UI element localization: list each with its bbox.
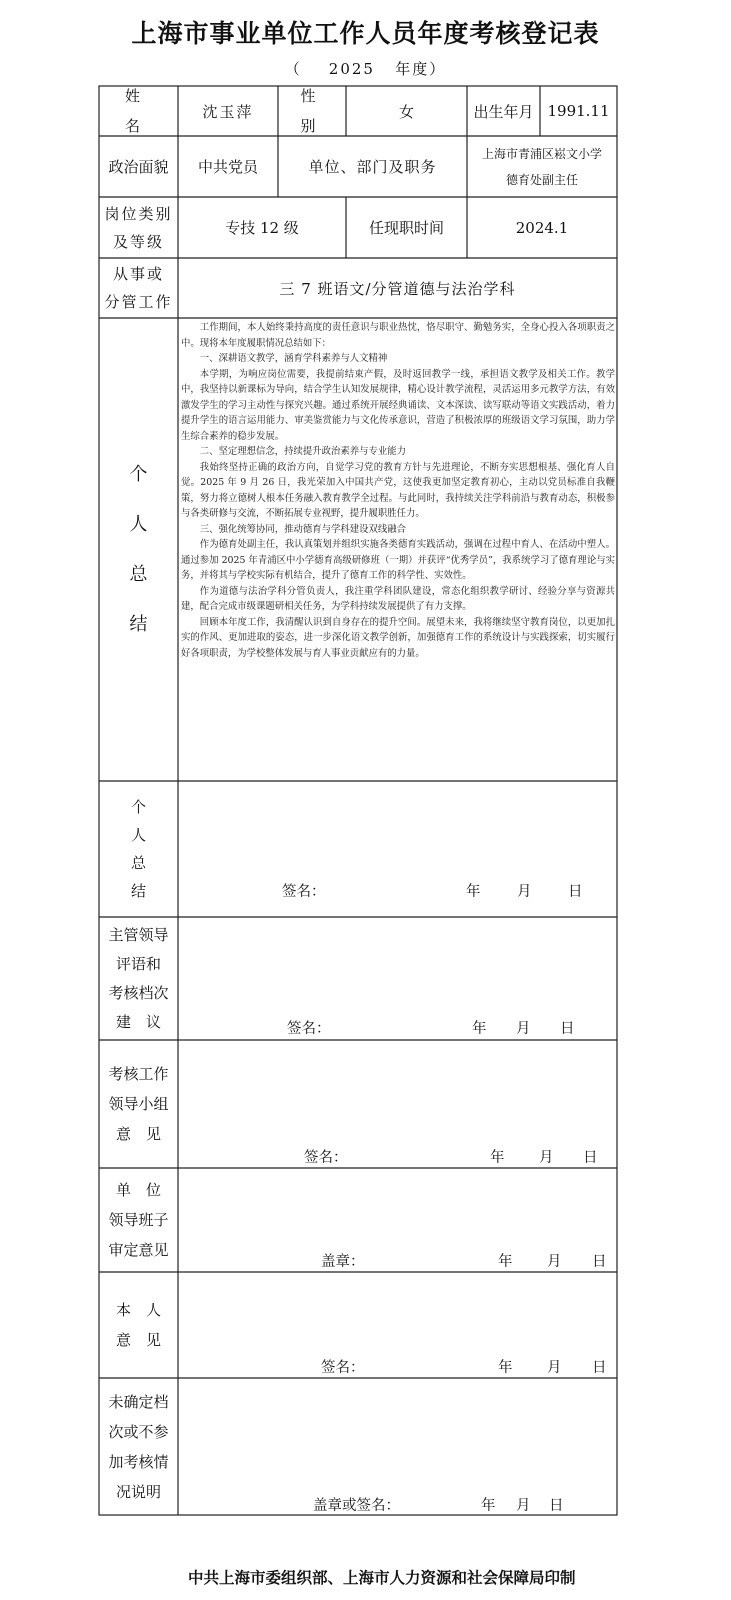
value-political: 中共党员 (197, 158, 258, 176)
label-line: 意 见 (115, 1331, 161, 1349)
label-line: 分管工作 (104, 293, 173, 311)
label-line: 意 见 (115, 1125, 161, 1143)
month-label: 月 (547, 1360, 562, 1376)
signature-label: 签名： (304, 1150, 348, 1166)
signature-label: 签名： (321, 1360, 365, 1376)
day-label: 日 (560, 1021, 575, 1037)
label-current-post-time: 任现职时间 (368, 219, 444, 237)
day-label: 日 (568, 884, 583, 900)
label-post-category (99, 197, 178, 258)
value-unit: 上海市青浦区崧文小学 (481, 146, 602, 161)
label-team-opinion (99, 1040, 178, 1168)
label-unit-dept-post: 单位、部门及职务 (308, 158, 437, 176)
month-label: 月 (547, 1254, 562, 1270)
summary-paragraph: 作为道德与法治学科分管负责人，我注重学科团队建设，常态化组织教学研讨、经验分享与资源共建，配合完成市级课题研相关任务，为学科持续发展提供了有力支撑。 (181, 585, 615, 612)
value-birth: 1991.11 (547, 102, 610, 120)
label-line: 及等级 (112, 232, 164, 251)
label-unit-review (99, 1168, 178, 1272)
label-line: 审定意见 (108, 1241, 169, 1259)
year-label: 年 (498, 1360, 513, 1376)
label-line: 建 议 (115, 1012, 161, 1031)
summary-text (181, 320, 615, 661)
seal-label: 盖章： (321, 1254, 365, 1270)
day-label: 日 (583, 1150, 598, 1166)
label-line: 未确定档 (108, 1392, 169, 1411)
value-unit-dept-post (467, 136, 617, 197)
label-line: 单 位 (115, 1181, 161, 1199)
label-line: 考核工作 (108, 1065, 169, 1083)
label-undetermined (99, 1378, 178, 1515)
month-label: 月 (516, 1498, 531, 1514)
label-line: 主管领导 (108, 925, 169, 944)
value-gender: 女 (398, 102, 414, 121)
label-birth: 出生年月 (473, 102, 534, 121)
month-label: 月 (539, 1150, 554, 1166)
year-label: 年 (481, 1498, 496, 1514)
summary-paragraph: 我始终坚持正确的政治方向，自觉学习党的教育方针与先进理论，不断夯实思想根基、强化育人自觉。2025 年 9 月 26 日，我光荣加入中国共产党，这使我更加坚定教育初心，主动以党员标准自我鞭策，努力将立德树人根本任务融入教育教学全过程。与此同时，我持续关注学科前沿与教育动态，积极参与各类研修与交流，不断拓展专业视野，提升履职胜任力。 (181, 461, 615, 519)
label-line: 考核档次 (108, 983, 169, 1002)
label-self-opinion (99, 1272, 178, 1378)
value-work: 三 7 班语文/分管道德与法治学科 (279, 279, 516, 298)
day-label: 日 (592, 1254, 607, 1270)
label-char: 结 (130, 882, 146, 900)
footer-printer: 中共上海市委组织部、上海市人力资源和社会保障局印制 (188, 1569, 576, 1587)
day-label: 日 (592, 1360, 607, 1376)
label-leader-comment (99, 917, 178, 1040)
label-char: 个 (129, 463, 148, 485)
label-char: 结 (129, 613, 148, 635)
day-label: 日 (549, 1498, 564, 1514)
label-line: 况说明 (115, 1482, 161, 1501)
label-line: 本 人 (115, 1301, 161, 1319)
label-line: 评语和 (115, 954, 161, 973)
label-personal-summary (99, 781, 178, 917)
year-label: 年 (466, 884, 481, 900)
year-label: 年 (472, 1021, 487, 1037)
summary-paragraph: 本学期，为响应岗位需要，我提前结束产假，及时返回教学一线，承担语文教学及相关工作。教学中，我坚持以新课标为导向，结合学生认知发展规律，精心设计教学流程，灵活运用多元教学方法，有效激发学生的学习主动性与探究兴趣。通过系统开展经典诵读、文本深读、读写联动等语文实践活动，着力提升学生的语言运用能力、审美鉴赏能力与文化传承意识，营造了积极浓厚的班级语文学习氛围，助力学生综合素养的稳步发展。 (181, 368, 615, 442)
label-summary (99, 318, 178, 781)
value-current-post-time: 2024.1 (515, 218, 569, 237)
label-name: 姓 名 (124, 87, 180, 135)
label-line: 次或不参 (108, 1422, 169, 1441)
label-char: 人 (129, 513, 148, 535)
label-char: 个 (130, 798, 146, 816)
seal-or-signature-label: 盖章或签名： (313, 1498, 400, 1514)
summary-heading: 三、强化统筹协同，推动德育与学科建设双线融合 (199, 523, 407, 535)
summary-paragraph: 回顾本年度工作，我清醒认识到自身存在的提升空间。展望未来，我将继续坚守教育岗位，以更加扎实的作风、更加进取的姿态，进一步深化语文教学创新，加强德育工作的系统设计与实践探索，切实履行好各项职责，为学校整体发展与育人事业贡献应有的力量。 (181, 616, 615, 659)
summary-heading: 二、坚定理想信念，持续提升政治素养与专业能力 (199, 446, 407, 457)
label-line: 加考核情 (108, 1452, 169, 1471)
signature-label: 签名： (282, 884, 326, 900)
label-char: 总 (130, 854, 146, 872)
year-label: 年 (490, 1150, 505, 1166)
form-year: （ 2025 年度） (284, 60, 447, 78)
summary-paragraph: 工作期间，本人始终秉持高度的责任意识与职业热忱，恪尽职守、勤勉务实，全身心投入各项职责之中。现将本年度履职情况总结如下： (181, 322, 615, 349)
value-name: 沈玉萍 (202, 102, 254, 121)
month-label: 月 (517, 884, 532, 900)
label-line: 从事或 (112, 265, 164, 283)
summary-heading: 一、深耕语文教学，涵育学科素养与人文精神 (199, 353, 388, 364)
label-char: 人 (130, 826, 146, 844)
value-post: 德育处副主任 (505, 172, 578, 187)
label-gender: 性 别 (300, 87, 347, 135)
label-line: 岗位类别 (104, 204, 173, 223)
value-post-category: 专技 12 级 (225, 219, 299, 237)
label-political: 政治面貌 (108, 158, 169, 176)
label-line: 领导班子 (108, 1211, 169, 1229)
label-line: 领导小组 (108, 1095, 169, 1113)
label-char: 总 (129, 563, 148, 585)
label-work (99, 258, 178, 318)
summary-paragraph: 作为德育处副主任，我认真策划并组织实施各类德育实践活动，强调在过程中育人、在活动中塑人。通过参加 2025 年青浦区中小学德育高级研修班（一期）并获评“优秀学员”，我系统学习了德育理论与实务，并将其与学校实际有机结合，提升了德育工作的科学性、实效性。 (181, 539, 615, 581)
month-label: 月 (516, 1021, 531, 1037)
year-label: 年 (498, 1254, 513, 1270)
form-title: 上海市事业单位工作人员年度考核登记表 (131, 19, 600, 48)
signature-label: 签名： (287, 1021, 331, 1037)
